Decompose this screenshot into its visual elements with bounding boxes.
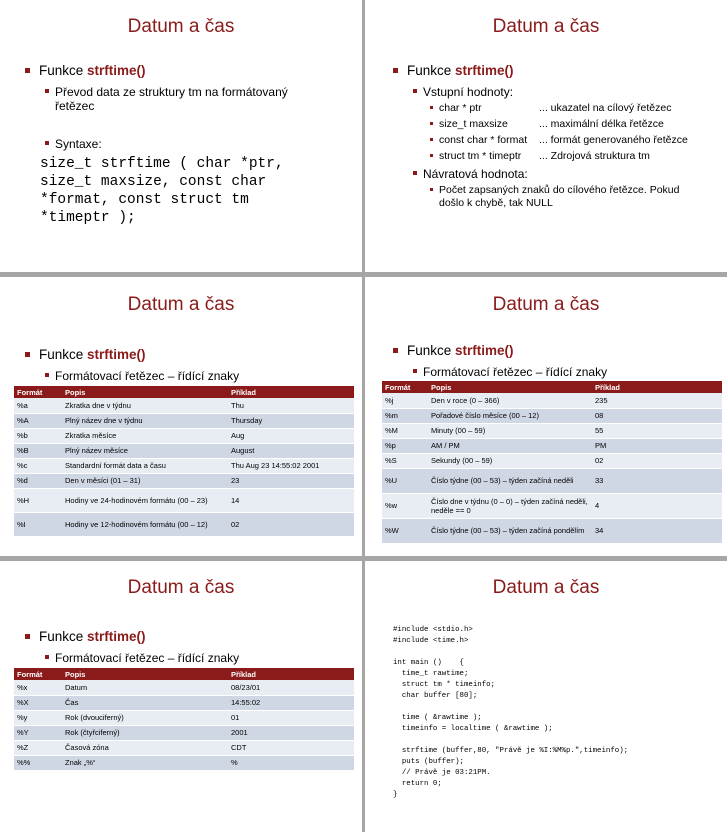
cell-example: August <box>228 443 354 458</box>
table-row <box>14 725 354 740</box>
bullet-icon <box>45 89 49 93</box>
bullet-icon <box>45 141 49 145</box>
bullet-icon <box>393 68 398 73</box>
table-header-row <box>14 668 354 680</box>
cell-format: %Y <box>14 725 62 740</box>
slide-5 <box>0 561 362 832</box>
function-name: strftime() <box>455 63 514 78</box>
cell-description: Znak „%“ <box>62 755 228 770</box>
bullet-icon <box>430 122 433 125</box>
input-param-row <box>439 118 664 130</box>
cell-format: %S <box>382 453 428 468</box>
cell-description: Den v měsíci (01 – 31) <box>62 473 228 488</box>
cell-format: %% <box>14 755 62 770</box>
table-row <box>14 740 354 755</box>
header-format: Formát <box>14 668 62 680</box>
table-row <box>14 488 354 512</box>
param-desc: ... formát generovaného řetězce <box>539 134 688 146</box>
syntax-label: Syntaxe: <box>55 137 102 151</box>
bullet-icon <box>413 171 417 175</box>
cell-example: 08 <box>592 408 722 423</box>
subtitle-text: Formátovací řetězec – řídící znaky <box>55 651 240 665</box>
subtitle-text: Formátovací řetězec – řídící znaky <box>55 369 240 383</box>
cell-example: 14:55:02 <box>228 695 354 710</box>
table-row <box>382 438 722 453</box>
header-description: Popis <box>428 381 592 393</box>
cell-description: Zkratka měsíce <box>62 428 228 443</box>
function-name: strftime() <box>87 347 146 362</box>
header-example: Příklad <box>592 381 722 393</box>
header-description: Popis <box>62 668 228 680</box>
param-name: char * ptr <box>439 102 482 114</box>
header-format: Formát <box>382 381 428 393</box>
cell-description: Hodiny ve 12-hodinovém formátu (00 – 12) <box>62 512 228 536</box>
header-description: Popis <box>62 386 228 398</box>
cell-example: 4 <box>592 493 722 518</box>
table-row <box>14 695 354 710</box>
bullet-icon <box>413 89 417 93</box>
cell-format: %j <box>382 393 428 408</box>
table-row <box>14 428 354 443</box>
slide-title: Datum a čas <box>127 16 235 37</box>
cell-format: %p <box>382 438 428 453</box>
function-bullet <box>407 63 514 78</box>
cell-description: Rok (čtyřciferný) <box>62 725 228 740</box>
subtitle-bullet <box>55 651 239 665</box>
table-row <box>14 680 354 695</box>
bullet-icon <box>45 373 49 377</box>
table-row <box>382 518 722 543</box>
cell-description: Rok (dvouciferný) <box>62 710 228 725</box>
cell-example: Thu Aug 23 14:55:02 2001 <box>228 458 354 473</box>
slide-4 <box>365 278 727 556</box>
input-param-row <box>439 102 672 114</box>
cell-format: %A <box>14 413 62 428</box>
return-label: Návratová hodnota: <box>423 167 528 181</box>
table-row <box>382 393 722 408</box>
format-table <box>382 381 722 544</box>
cell-description: Číslo týdne (00 – 53) – týden začíná pondělím <box>428 518 592 543</box>
cell-description: Časová zóna <box>62 740 228 755</box>
cell-description: AM / PM <box>428 438 592 453</box>
table-row <box>382 468 722 493</box>
cell-example: 08/23/01 <box>228 680 354 695</box>
table-row <box>14 443 354 458</box>
slide-title: Datum a čas <box>127 577 235 598</box>
cell-description: Minuty (00 – 59) <box>428 423 592 438</box>
slide-1 <box>0 0 362 272</box>
cell-format: %w <box>382 493 428 518</box>
function-prefix: Funkce <box>407 63 456 78</box>
cell-example: 02 <box>228 512 354 536</box>
cell-format: %a <box>14 398 62 413</box>
param-desc: ... ukazatel na cílový řetězec <box>539 102 672 114</box>
bullet-icon <box>430 138 433 141</box>
cell-description: Standardní formát data a času <box>62 458 228 473</box>
syntax-code: size_t strftime ( char *ptr, size_t maxsize, const char *format, const struct tm *timeptr ); <box>40 156 284 226</box>
function-prefix: Funkce <box>39 629 88 644</box>
cell-example: 55 <box>592 423 722 438</box>
bullet-icon <box>393 348 398 353</box>
cell-example: 02 <box>592 453 722 468</box>
header-example: Příklad <box>228 668 354 680</box>
slide-title: Datum a čas <box>492 294 600 315</box>
cell-format: %b <box>14 428 62 443</box>
cell-description: Sekundy (00 – 59) <box>428 453 592 468</box>
param-desc: ... maximální délka řetězce <box>539 118 664 130</box>
function-bullet <box>39 347 146 362</box>
cell-example: 235 <box>592 393 722 408</box>
bullet-icon <box>25 68 30 73</box>
table-header-row <box>382 381 722 393</box>
param-desc: ... Zdrojová struktura tm <box>539 150 650 162</box>
function-bullet <box>407 343 514 358</box>
cell-example: 2001 <box>228 725 354 740</box>
cell-format: %I <box>14 512 62 536</box>
cell-example: Aug <box>228 428 354 443</box>
slide-2 <box>365 0 727 272</box>
cell-example: 23 <box>228 473 354 488</box>
cell-format: %Z <box>14 740 62 755</box>
cell-example: 34 <box>592 518 722 543</box>
cell-format: %U <box>382 468 428 493</box>
inputs-label: Vstupní hodnoty: <box>423 85 514 99</box>
table-row <box>382 453 722 468</box>
return-desc-row <box>439 184 704 210</box>
input-param-row <box>439 150 650 162</box>
description-text: Převod data ze struktury tm na formátovaný řetězec <box>55 85 288 113</box>
slide-divider <box>362 0 365 832</box>
cell-example: 33 <box>592 468 722 493</box>
function-prefix: Funkce <box>39 63 88 78</box>
cell-description: Hodiny ve 24-hodinovém formátu (00 – 23) <box>62 488 228 512</box>
table-row <box>382 408 722 423</box>
table-row <box>14 398 354 413</box>
bullet-icon <box>430 106 433 109</box>
cell-format: %W <box>382 518 428 543</box>
cell-format: %y <box>14 710 62 725</box>
slide-title: Datum a čas <box>492 16 600 37</box>
function-name: strftime() <box>455 343 514 358</box>
table-row <box>14 413 354 428</box>
cell-format: %c <box>14 458 62 473</box>
table-row <box>14 473 354 488</box>
cell-example: Thursday <box>228 413 354 428</box>
format-table <box>14 386 354 537</box>
cell-format: %d <box>14 473 62 488</box>
bullet-icon <box>25 352 30 357</box>
bullet-icon <box>413 369 417 373</box>
function-name: strftime() <box>87 63 146 78</box>
return-bullet <box>423 167 528 181</box>
input-param-row <box>439 134 688 146</box>
subtitle-bullet <box>423 365 607 379</box>
cell-description: Čas <box>62 695 228 710</box>
cell-description: Den v roce (0 – 366) <box>428 393 592 408</box>
cell-example: 14 <box>228 488 354 512</box>
cell-example: CDT <box>228 740 354 755</box>
subtitle-text: Formátovací řetězec – řídící znaky <box>423 365 608 379</box>
header-example: Příklad <box>228 386 354 398</box>
code-listing: #include <stdio.h> #include <time.h> int main () { time_t rawtime; struct tm * timeinfo; char buffer [80]; time ( &rawtime ); timeinfo = localtime ( &rawtime ); strftime (buffer,80, "Právě je %I:%M%p.",timeinfo); puts (buffer); // Právě je 03:21PM. return 0; } <box>393 626 629 799</box>
table-row <box>382 493 722 518</box>
return-desc: Počet zapsaných znaků do cílového řetězce. Pokud došlo k chybě, tak NULL <box>439 184 680 209</box>
param-name: const char * format <box>439 134 528 146</box>
cell-format: %B <box>14 443 62 458</box>
function-bullet <box>39 629 146 644</box>
cell-format: %X <box>14 695 62 710</box>
bullet-icon <box>45 655 49 659</box>
cell-example: Thu <box>228 398 354 413</box>
cell-description: Zkratka dne v týdnu <box>62 398 228 413</box>
function-name: strftime() <box>87 629 146 644</box>
slide-title: Datum a čas <box>492 577 600 598</box>
cell-example: PM <box>592 438 722 453</box>
bullet-icon <box>430 154 433 157</box>
cell-description: Plný název dne v týdnu <box>62 413 228 428</box>
function-bullet <box>39 63 146 78</box>
cell-description: Datum <box>62 680 228 695</box>
table-row <box>382 423 722 438</box>
description-bullet <box>55 85 325 113</box>
table-row <box>14 710 354 725</box>
table-header-row <box>14 386 354 398</box>
bullet-icon <box>25 634 30 639</box>
function-prefix: Funkce <box>407 343 456 358</box>
cell-example: 01 <box>228 710 354 725</box>
cell-description: Číslo týdne (00 – 53) – týden začíná neděli <box>428 468 592 493</box>
format-table <box>14 668 354 771</box>
cell-description: Plný název měsíce <box>62 443 228 458</box>
cell-format: %x <box>14 680 62 695</box>
function-prefix: Funkce <box>39 347 88 362</box>
cell-description: Pořadové číslo měsíce (00 – 12) <box>428 408 592 423</box>
inputs-bullet <box>423 85 513 99</box>
slide-title: Datum a čas <box>127 294 235 315</box>
table-row <box>14 755 354 770</box>
syntax-bullet <box>55 137 102 151</box>
cell-format: %m <box>382 408 428 423</box>
table-row <box>14 458 354 473</box>
cell-format: %M <box>382 423 428 438</box>
subtitle-bullet <box>55 369 239 383</box>
cell-example: % <box>228 755 354 770</box>
slide-6 <box>365 561 727 832</box>
bullet-icon <box>430 188 433 191</box>
table-row <box>14 512 354 536</box>
cell-description: Číslo dne v týdnu (0 – 0) – týden začíná neděli, neděle == 0 <box>428 493 592 518</box>
param-name: struct tm * timeptr <box>439 150 522 162</box>
slide-3 <box>0 278 362 556</box>
cell-format: %H <box>14 488 62 512</box>
header-format: Formát <box>14 386 62 398</box>
param-name: size_t maxsize <box>439 118 508 130</box>
